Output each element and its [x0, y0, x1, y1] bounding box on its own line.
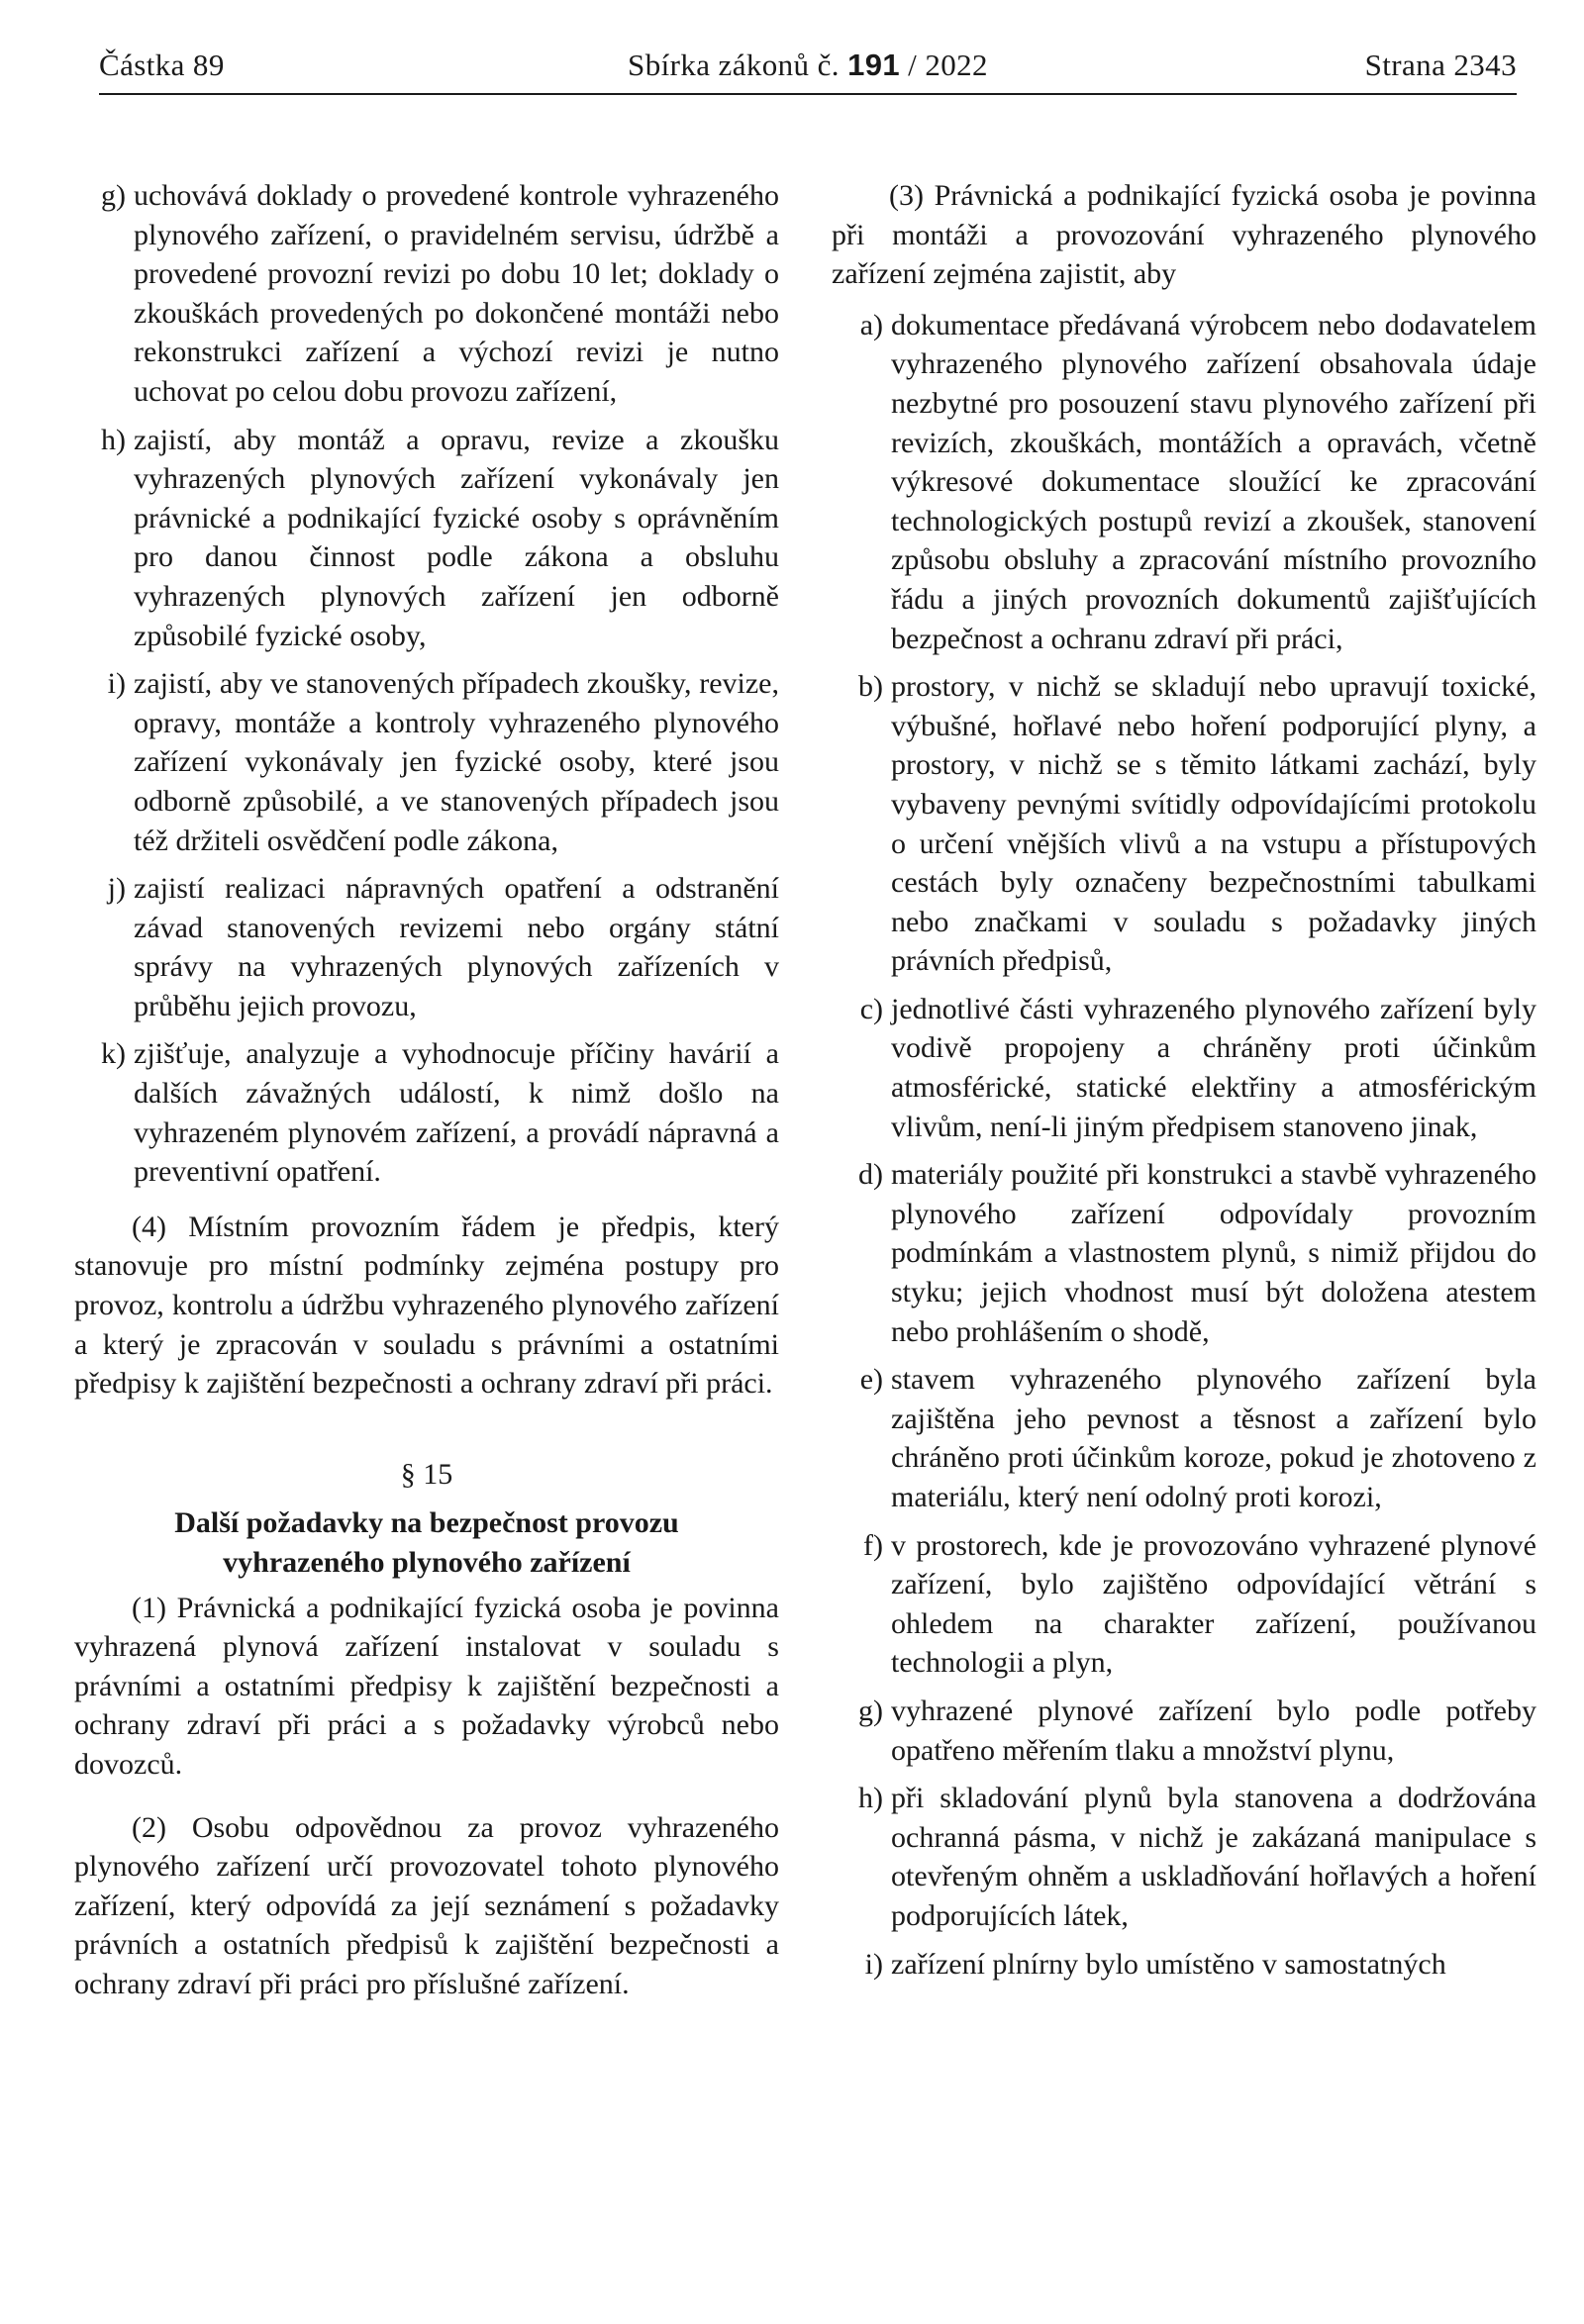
paragraph-2: (2) Osobu odpovědnou za provoz vyhrazeného plynového zařízení určí provozovatel tohoto plynového zařízení, který odpovídá za její seznámení s požadavky právních a ostatních předpisů k zajištění bezpečnosti a ochrany zdraví při práci pro příslušné zařízení.	[74, 1810, 779, 2000]
item-text: při skladování plynů byla stanovena a dodržována ochranná pásma, v nichž je zakázaná manipulace s otevřeným ohněm a uskladňování hořlavých a hoření podporujících látek,	[891, 1782, 1536, 1932]
item-text: prostory, v nichž se skladují nebo upravují toxické, výbušné, hořlavé nebo hoření podporující plyny, a prostory, v nichž se s těmito látkami zachází, byly vybaveny pevnými svítidly odpovídajícími protokolu o určení vnějších vlivů a na vstupu a přístupových cestách byly označeny bezpečnostními tabulkami nebo značkami v souladu s požadavky jiných právních předpisů,	[891, 670, 1536, 978]
list-item	[74, 664, 779, 860]
journal-name: Sbírka zákonů č.	[628, 48, 840, 82]
list-item	[832, 1779, 1536, 1935]
item-label: i)	[107, 667, 126, 701]
list-item	[832, 1155, 1536, 1351]
item-label: d)	[858, 1158, 883, 1192]
right-column	[832, 176, 1536, 1992]
list-item	[832, 1692, 1536, 1770]
list-item	[832, 1526, 1536, 1683]
item-text: stavem vyhrazeného plynového zařízení byla zajištěna jeho pevnost a těsnost a zařízení bylo chráněno proti účinkům koroze, pokud je zhotoveno z materiálu, který není odolný proti korozi,	[891, 1363, 1536, 1513]
page-header	[99, 48, 1517, 95]
law-number: 191	[847, 48, 901, 82]
list-item	[832, 1360, 1536, 1516]
item-text: dokumentace předávaná výrobcem nebo dodavatelem vyhrazeného plynového zařízení obsahovala údaje nezbytné pro posouzení stavu plynového zařízení při revizích, zkouškách, montážích a opravách, včetně výkresové dokumentace sloužící ke zpracování technologických postupů revizí a zkoušek, stanovení způsobu obsluhy a zpracování místního provozního řádu a jiných provozních dokumentů zajišťujících bezpečnost a ochranu zdraví při práci,	[891, 308, 1536, 655]
issue-part: Částka 89	[99, 48, 225, 82]
item-label: g)	[858, 1694, 883, 1727]
item-label: g)	[101, 179, 126, 212]
item-text: zajistí, aby ve stanovených případech zkoušky, revize, opravy, montáže a kontroly vyhrazeného plynového zařízení vykonávaly jen fyzické osoby, které jsou odborně způsobilé, a ve stanovených případech jsou též držiteli osvědčení podle zákona,	[134, 667, 779, 857]
item-label: a)	[859, 308, 883, 341]
item-label: f)	[863, 1528, 883, 1562]
item-label: h)	[858, 1782, 883, 1815]
item-label: c)	[859, 992, 883, 1025]
section-title-line: vyhrazeného plynového zařízení	[223, 1546, 631, 1579]
list-item	[832, 306, 1536, 658]
left-column	[74, 176, 779, 2028]
list-item	[74, 869, 779, 1025]
journal-title	[99, 48, 1517, 83]
item-text: zajistí realizaci nápravných opatření a odstranění závad stanovených revizemi nebo orgány státní správy na vyhrazených plynových zařízeních v průběhu jejich provozu,	[134, 872, 779, 1022]
paragraph-1: (1) Právnická a podnikající fyzická osoba je povinna vyhrazená plynová zařízení instalovat v souladu s právními a ostatními předpisy k zajištění bezpečnosti a ochrany zdraví při práci a s požadavky výrobců nebo dovozců.	[74, 1591, 779, 1781]
item-text: materiály použité při konstrukci a stavbě vyhrazeného plynového zařízení odpovídaly provozním podmínkám a vlastnostem plynů, s nimiž přijdou do styku; jejich vhodnost musí být doložena atestem nebo prohlášením o shodě,	[891, 1158, 1536, 1348]
list-item	[74, 1034, 779, 1191]
section-title-line: Další požadavky na bezpečnost provozu	[174, 1506, 679, 1540]
item-text: vyhrazené plynové zařízení bylo podle potřeby opatřeno měřením tlaku a množství plynu,	[891, 1694, 1536, 1767]
list-item	[74, 421, 779, 656]
item-label: k)	[101, 1037, 126, 1071]
item-label: h)	[101, 423, 126, 456]
item-label: i)	[864, 1947, 883, 1981]
paragraph-4: (4) Místním provozním řádem je předpis, který stanovuje pro místní podmínky zejména postupy pro provoz, kontrolu a údržbu vyhrazeného plynového zařízení a který je zpracován v souladu s právními a ostatními předpisy k zajištění bezpečnosti a ochrany zdraví při práci.	[74, 1210, 779, 1401]
section-number: § 15	[400, 1457, 453, 1491]
list-item	[832, 667, 1536, 981]
item-label: j)	[107, 872, 126, 906]
item-text: v prostorech, kde je provozováno vyhrazené plynové zařízení, bylo zajištěno odpovídající větrání s ohledem na charakter zařízení, používanou technologii a plyn,	[891, 1528, 1536, 1680]
page-number: Strana 2343	[1364, 48, 1517, 82]
item-label: e)	[859, 1363, 883, 1397]
section-title	[74, 1503, 779, 1582]
list-item	[74, 176, 779, 412]
item-text: jednotlivé části vyhrazeného plynového zařízení byly vodivě propojeny a chráněny proti účinkům atmosférické, statické elektřiny a atmosférickým vlivům, není-li jiným předpisem stanoveno jinak,	[891, 992, 1536, 1143]
list-item	[832, 1945, 1536, 1985]
paragraph-3: (3) Právnická a podnikající fyzická osoba je povinna při montáži a provozování vyhrazeného plynového zařízení zejména zajistit, aby	[832, 179, 1536, 291]
item-text: uchovává doklady o provedené kontrole vyhrazeného plynového zařízení, o pravidelném servisu, údržbě a provedené provozní revizi po dobu 10 let; doklady o zkouškách provedených po dokončené montáži nebo rekonstrukci zařízení a výchozí revizi je nutno uchovat po celou dobu provozu zařízení,	[134, 179, 779, 408]
item-text: zajistí, aby montáž a opravu, revize a zkoušku vyhrazených plynových zařízení vykonávaly jen právnické a podnikající fyzické osoby s oprávněním pro danou činnost podle zákona a obsluhu vyhrazených plynových zařízení jen odborně způsobilé fyzické osoby,	[134, 423, 779, 652]
item-text: zařízení plnírny bylo umístěno v samostatných	[891, 1947, 1446, 1981]
item-text: zjišťuje, analyzuje a vyhodnocuje příčiny havárií a dalších závažných událostí, k nimž došlo na vyhrazeném plynovém zařízení, a provádí nápravná a preventivní opatření.	[134, 1037, 779, 1189]
law-year: / 2022	[908, 48, 988, 82]
item-label: b)	[858, 670, 883, 704]
list-item	[832, 990, 1536, 1146]
